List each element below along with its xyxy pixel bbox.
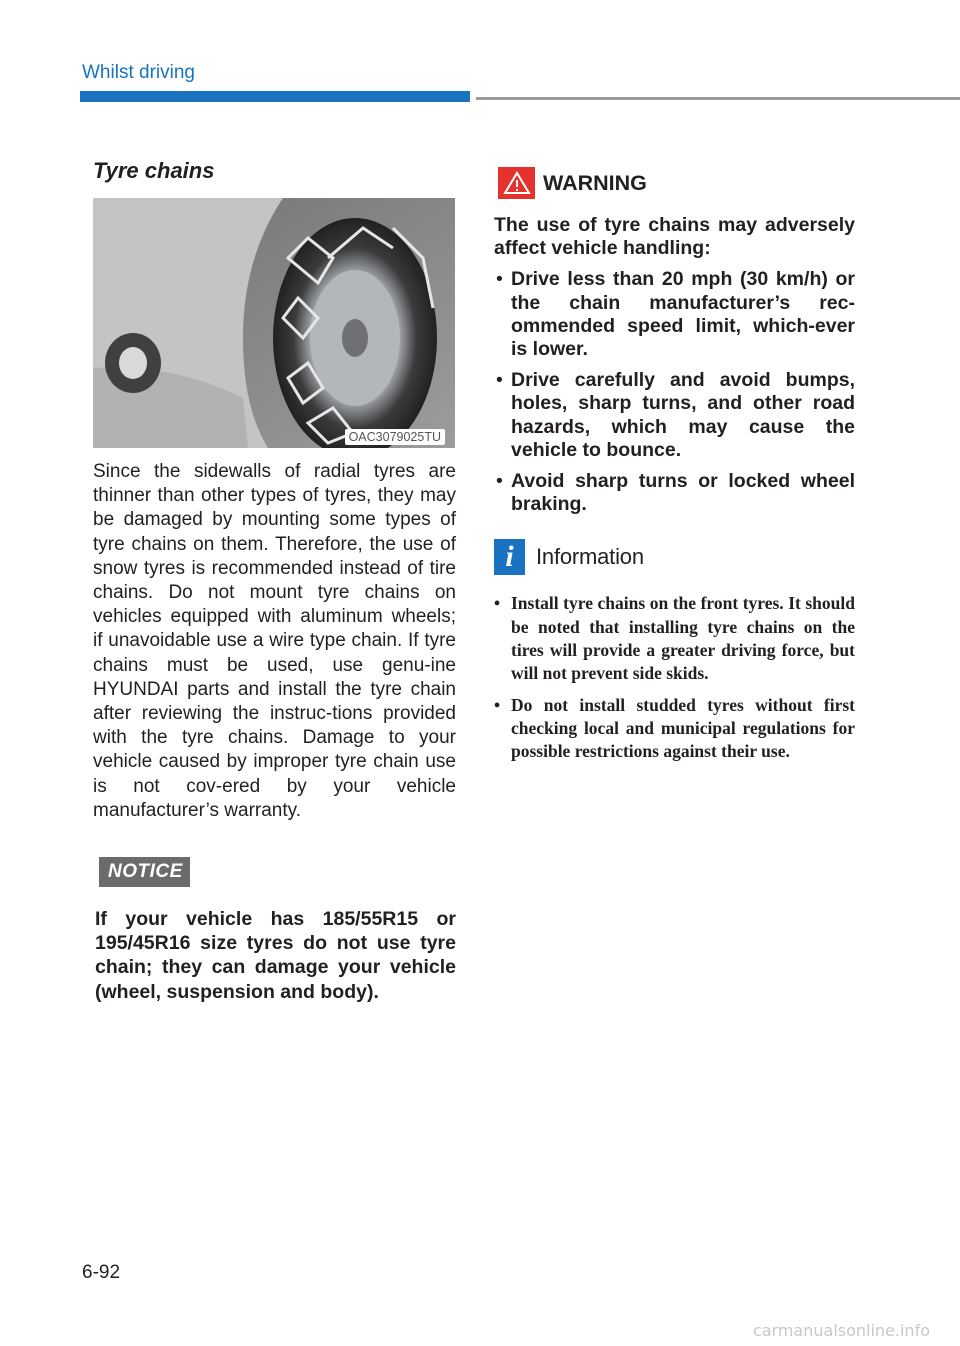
- image-code: OAC3079025TU: [345, 429, 445, 445]
- info-icon: i: [494, 539, 525, 575]
- body-paragraph: Since the sidewalls of radial tyres are thinner than other types of tyres, they may be damaged by mounting some types of tyre chains on them. Therefore, the use of snow tyres is recommended instead of tire chains. Do not mount tyre chains on vehicles equipped with aluminum wheels; if unavoidable use a wire type chain. If tyre chains must be used, use genu-ine HYUNDAI parts and install the tyre chain after reviewing the instruc-tions provided with the tyre chains. Damage to your vehicle caused by improper tyre chain use is not cov-ered by your vehicle manufacturer’s warranty.: [93, 461, 456, 821]
- notice-badge: NOTICE: [99, 857, 190, 887]
- information-item: • Do not install studded tyres without first checking local and municipal regulations for possible restrictions against their use.: [494, 694, 855, 762]
- bullet-icon: •: [494, 593, 501, 614]
- tyre-chain-illustration: [93, 198, 455, 448]
- information-list: [494, 592, 855, 763]
- tyre-chain-photo: [93, 198, 455, 448]
- warning-item: • Avoid sharp turns or locked wheel braking.: [496, 470, 855, 516]
- warning-header: [498, 166, 855, 200]
- header-bar-rule: [476, 97, 960, 100]
- warning-title: WARNING: [543, 170, 647, 195]
- information-item: • Install tyre chains on the front tyres. It should be noted that installing tyre chains on the tires will provide a greater driving force, but will not prevent side skids.: [494, 593, 855, 684]
- bullet-icon: •: [496, 369, 503, 392]
- header-bar-accent: [80, 91, 470, 102]
- notice-text: If your vehicle has 185/55R15 or 195/45R16 size tyres do not use tyre chain; they can damage your vehicle (wheel, suspension and body).: [95, 908, 456, 1003]
- right-column: [494, 166, 855, 772]
- section-heading: Tyre chains: [93, 158, 215, 183]
- bullet-icon: •: [494, 694, 501, 715]
- bullet-icon: •: [496, 470, 503, 493]
- warning-item: • Drive carefully and avoid bumps, holes, sharp turns, and other road hazards, which may cause the vehicle to bounce.: [496, 369, 855, 461]
- page-number: 6-92: [82, 1262, 121, 1283]
- information-header: [494, 536, 855, 578]
- information-title: Information: [536, 544, 644, 570]
- left-column: [93, 158, 456, 1004]
- section-title: Whilst driving: [82, 62, 195, 83]
- warning-lead: The use of tyre chains may adversely affect vehicle handling:: [494, 214, 855, 260]
- warning-item: • Drive less than 20 mph (30 km/h) or the chain manufacturer’s rec-ommended speed limit, which-ever is lower.: [496, 268, 855, 361]
- watermark: carmanualsonline.info: [752, 1321, 930, 1340]
- bullet-icon: •: [496, 268, 503, 291]
- warning-triangle-icon: [498, 167, 535, 199]
- warning-list: [494, 268, 855, 516]
